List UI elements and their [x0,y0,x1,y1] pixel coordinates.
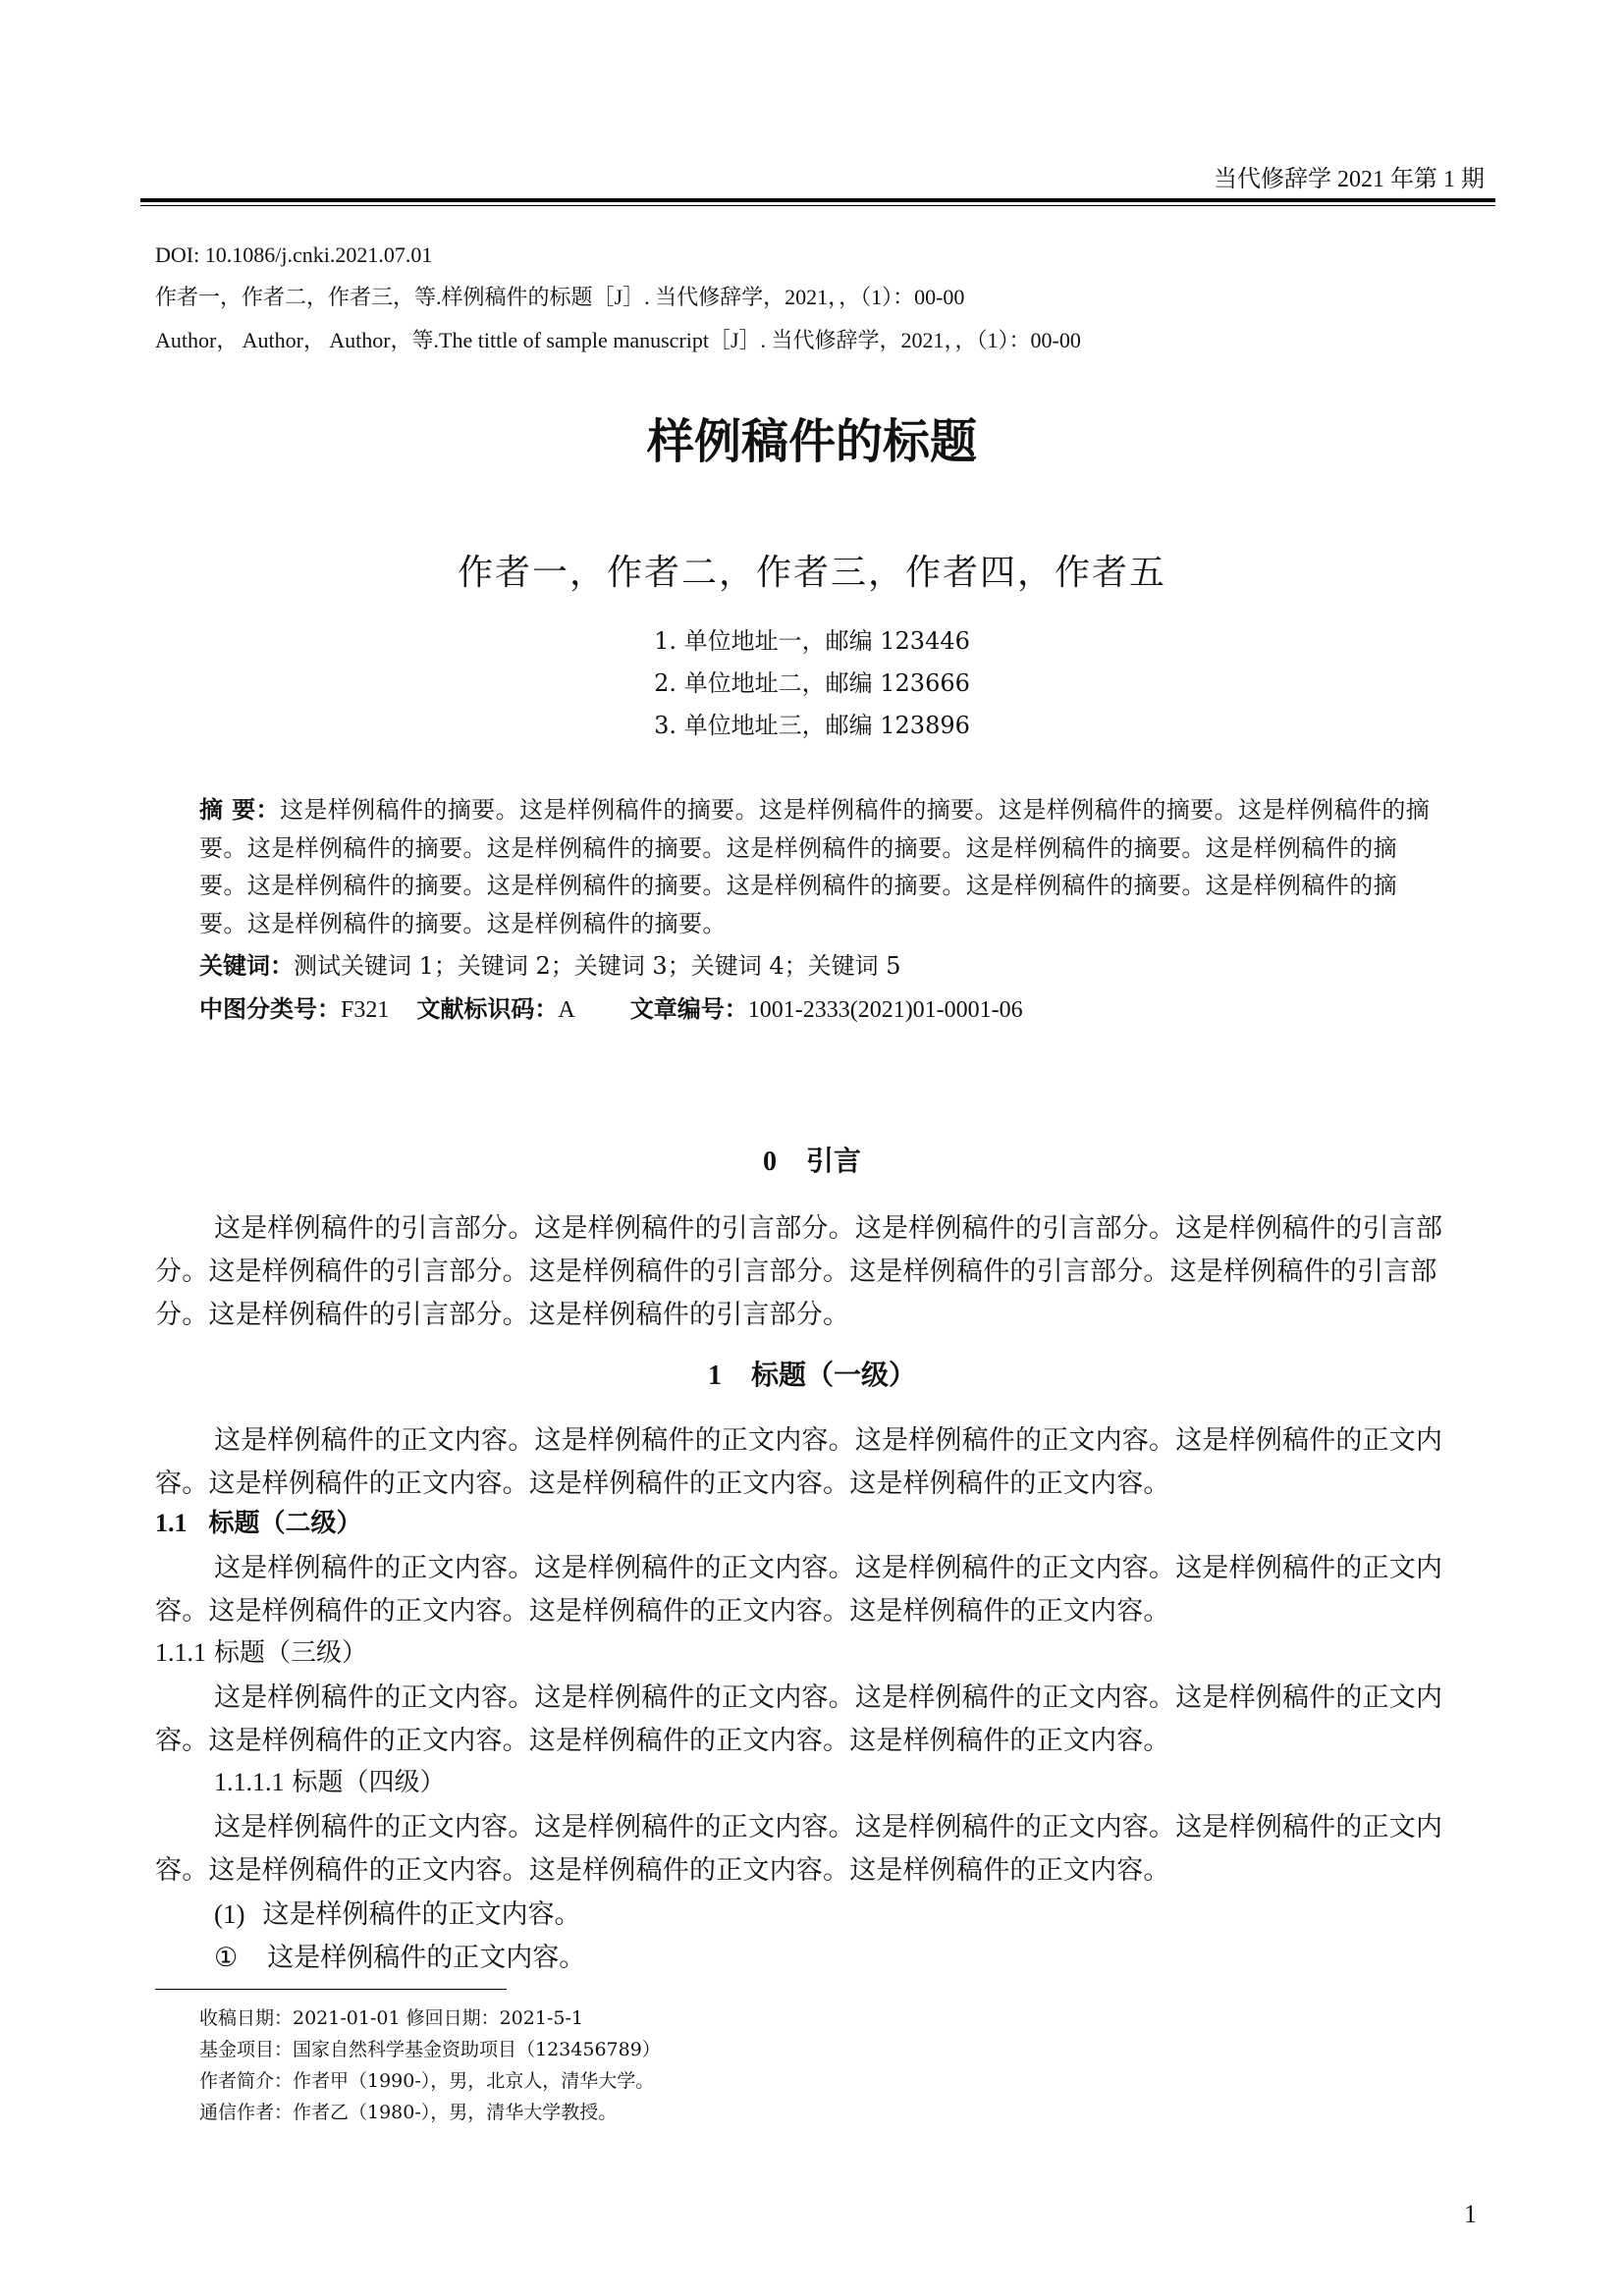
article-number-label: 文章编号： [629,995,748,1023]
section-title: 标题（四级） [292,1768,446,1797]
section-heading-1 [0,1356,1624,1396]
list-item [214,1895,580,1935]
list-item-text: 这是样例稿件的正文内容。 [262,1899,581,1930]
section-title: 引言 [805,1145,861,1177]
footnote-funding: 基金项目：国家自然科学基金资助项目（123456789） [199,2039,661,2060]
footnote-author-bio: 作者简介：作者甲（1990-），男，北京人，清华大学。 [199,2070,655,2092]
list-item-text: 这是样例稿件的正文内容。 [267,1943,586,1973]
doc-code-label: 文献标识码： [416,995,559,1023]
section-1-1-1-paragraph: 这是样例稿件的正文内容。这是样例稿件的正文内容。这是样例稿件的正文内容。这是样例稿件的正文内容。这是样例稿件的正文内容。这是样例稿件的正文内容。这是样例稿件的正文内容。 [155,1682,1443,1756]
list-item [214,1939,585,1978]
keywords-label: 关键词： [199,952,294,980]
footnote-received-date: 收稿日期：2021-01-01 修回日期：2021-5-1 [199,2007,583,2029]
section-heading-1-1-1-1 [214,1763,446,1802]
section-heading-1-1 [155,1504,362,1543]
intro-paragraph: 这是样例稿件的引言部分。这是样例稿件的引言部分。这是样例稿件的引言部分。这是样例稿件的引言部分。这是样例稿件的引言部分。这是样例稿件的引言部分。这是样例稿件的引言部分。这是样例稿件的引言部分。这是样例稿件的引言部分。这是样例稿件的引言部分。 [155,1213,1443,1330]
section-number: 1.1.1 [155,1638,206,1667]
affiliation-2: 2. 单位地址二，邮编 123666 [654,669,970,697]
article-number-value: 1001-2333(2021)01-0001-06 [747,997,1023,1023]
section-title: 标题（二级） [208,1509,362,1538]
section-title: 标题（一级） [750,1359,916,1391]
paper-title: 样例稿件的标题 [646,414,977,469]
list-marker: ① [214,1943,239,1973]
abstract-text: 这是样例稿件的摘要。这是样例稿件的摘要。这是样例稿件的摘要。这是样例稿件的摘要。这是样例稿件的摘要。这是样例稿件的摘要。这是样例稿件的摘要。这是样例稿件的摘要。这是样例稿件的摘要。这是样例稿件的摘要。这是样例稿件的摘要。这是样例稿件的摘要。这是样例稿件的摘要。这是样例稿件的摘要。这是样例稿件的摘要。这是样例稿件的摘要。这是样例稿件的摘要。 [199,796,1431,937]
doc-code-value: A [558,997,575,1023]
section-title: 标题（三级） [214,1638,368,1668]
doi-line: DOI: 10.1086/j.cnki.2021.07.01 [155,242,433,267]
header-rule-thin [140,205,1495,206]
section-heading-intro [0,1142,1624,1182]
chinese-citation: 作者一，作者二，作者三，等.样例稿件的标题［J］. 当代修辞学，2021，，（1）：00-00 [155,285,965,309]
section-1-1-1-1-paragraph: 这是样例稿件的正文内容。这是样例稿件的正文内容。这是样例稿件的正文内容。这是样例稿件的正文内容。这是样例稿件的正文内容。这是样例稿件的正文内容。这是样例稿件的正文内容。 [155,1812,1443,1886]
footnote-rule [155,1989,507,1990]
list-marker: (1) [214,1899,245,1929]
section-number: 1 [707,1361,722,1391]
author-list: 作者一，作者二，作者三，作者四，作者五 [457,553,1166,593]
keywords-text: 测试关键词 1；关键词 2；关键词 3；关键词 4；关键词 5 [294,952,901,980]
keywords [199,948,901,984]
section-heading-1-1-1 [155,1633,367,1673]
abstract [199,791,1440,942]
affiliation-1: 1. 单位地址一，邮编 123446 [654,627,970,655]
section-number: 1.1 [155,1509,188,1537]
clc-label: 中图分类号： [199,995,341,1023]
section-number: 0 [762,1147,777,1177]
clc-value: F321 [341,997,390,1023]
section-1-1-paragraph: 这是样例稿件的正文内容。这是样例稿件的正文内容。这是样例稿件的正文内容。这是样例稿件的正文内容。这是样例稿件的正文内容。这是样例稿件的正文内容。这是样例稿件的正文内容。 [155,1553,1443,1627]
affiliation-3: 3. 单位地址三，邮编 123896 [654,712,970,739]
abstract-label: 摘 要： [199,796,280,824]
page-number: 1 [1464,2200,1477,2228]
running-header: 当代修辞学 2021 年第 1 期 [1214,167,1485,192]
classification-line [199,991,1023,1028]
english-citation: Author， Author， Author，等.The tittle of sample manuscript［J］. 当代修辞学，2021，，（1）：00-00 [155,328,1081,352]
section-1-paragraph: 这是样例稿件的正文内容。这是样例稿件的正文内容。这是样例稿件的正文内容。这是样例稿件的正文内容。这是样例稿件的正文内容。这是样例稿件的正文内容。这是样例稿件的正文内容。 [155,1425,1443,1499]
header-rule-thick [140,198,1495,202]
section-number: 1.1.1.1 [214,1768,285,1796]
footnote-corresponding-author: 通信作者：作者乙（1980-），男，清华大学教授。 [199,2102,618,2123]
